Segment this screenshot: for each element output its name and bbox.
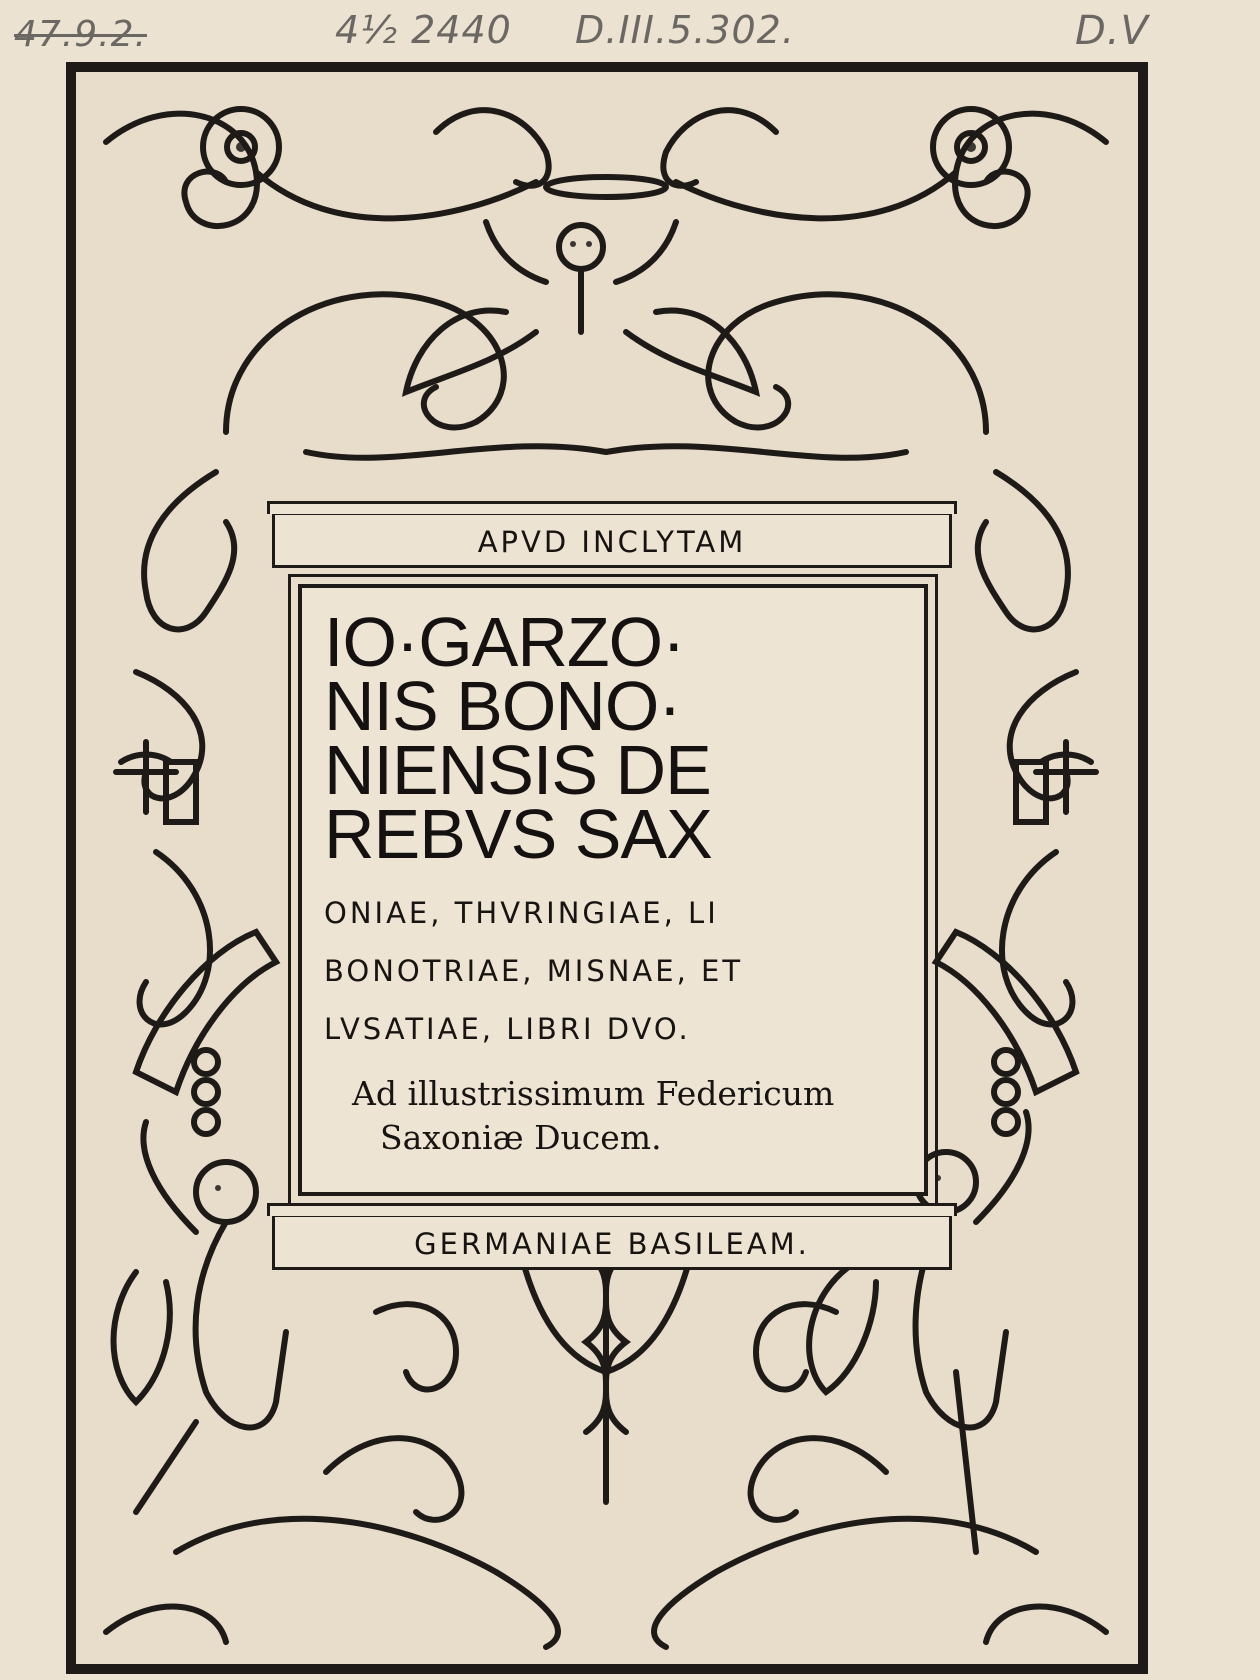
shelfmark-1: 47.9.2. [14, 14, 147, 55]
top-plaque-text: APVD INCLYTAM [477, 525, 747, 559]
main-title [324, 603, 924, 873]
subtitle-line: LVSATIAE, LIBRI DVO. [324, 1012, 691, 1046]
subtitle-line: BONOTRIAE, MISNAE, ET [324, 954, 744, 988]
dedication-line: Saxoniæ Ducem. [380, 1118, 662, 1157]
shelfmark-2: 4½ 2440 [335, 8, 512, 52]
subtitle-line: ONIAE, THVRINGIAE, LI [324, 896, 719, 930]
title-box [298, 584, 928, 1196]
dedication [352, 1072, 924, 1160]
title-line: NIS BONO· [324, 667, 681, 745]
bottom-plaque [272, 1214, 952, 1270]
title-line: IO·GARZO· [324, 603, 685, 681]
shelfmark-4: D.V [1075, 8, 1149, 54]
shelfmark-3: D.III.5.302. [575, 8, 795, 52]
top-plaque [272, 512, 952, 568]
subtitle [324, 884, 924, 1058]
title-line: REBVS SAX [324, 795, 712, 873]
bottom-plaque-text: GERMANIAE BASILEAM. [414, 1227, 810, 1261]
title-line: NIENSIS DE [324, 731, 711, 809]
dedication-line: Ad illustrissimum Federicum [352, 1074, 835, 1113]
